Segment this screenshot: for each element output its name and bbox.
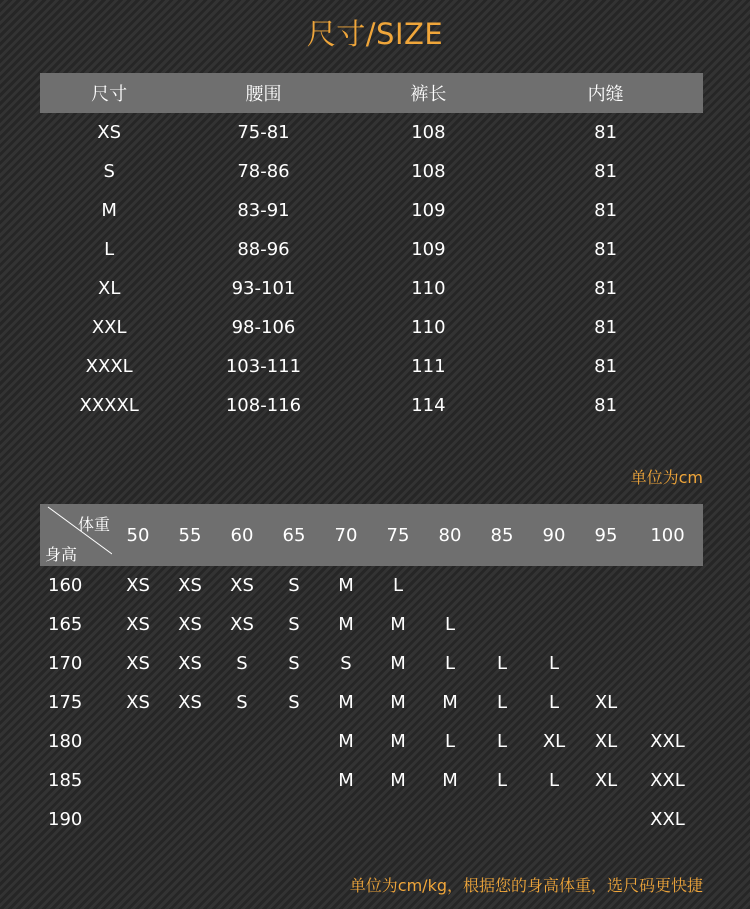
fit-size-cell xyxy=(268,800,320,839)
size-cell: L xyxy=(104,239,115,260)
fit-table-header-row xyxy=(40,504,703,566)
weight-header: 85 xyxy=(476,504,528,566)
fit-size-cell: XL xyxy=(594,731,618,752)
fit-size-cell: L xyxy=(496,653,508,674)
fit-size-cell: M xyxy=(442,770,458,791)
fit-size-cell: XS xyxy=(178,614,202,635)
fit-size-cell: S xyxy=(288,575,300,596)
size-cell: 81 xyxy=(594,200,618,221)
size-row xyxy=(40,269,703,308)
fit-size-cell xyxy=(476,566,528,605)
fit-size-cell xyxy=(580,566,632,605)
fit-size-cell xyxy=(112,761,164,800)
fit-size-cell: M xyxy=(338,731,354,752)
fit-size-cell: S xyxy=(340,653,352,674)
fit-size-cell: M xyxy=(338,770,354,791)
size-cell: 83-91 xyxy=(237,200,290,221)
fit-row xyxy=(40,800,703,839)
weight-header: 50 xyxy=(112,504,164,566)
fit-size-cell: L xyxy=(392,575,404,596)
header-waist: 腰围 xyxy=(178,73,348,113)
height-cell: 180 xyxy=(48,731,83,752)
fit-size-cell xyxy=(268,722,320,761)
fit-size-cell: XL xyxy=(594,770,618,791)
size-table-header-row xyxy=(40,73,703,113)
size-cell: 81 xyxy=(594,122,618,143)
size-cell: 88-96 xyxy=(237,239,290,260)
fit-size-cell xyxy=(112,722,164,761)
fit-size-cell: XL xyxy=(594,692,618,713)
size-cell: 114 xyxy=(411,395,446,416)
height-cell: 185 xyxy=(48,770,83,791)
fit-size-cell: M xyxy=(442,692,458,713)
size-cell: 78-86 xyxy=(237,161,290,182)
corner-height-label: 身高 xyxy=(45,545,78,564)
size-row xyxy=(40,113,703,152)
fit-size-cell: M xyxy=(390,692,406,713)
fit-size-cell: XS xyxy=(230,614,254,635)
page-title: 尺寸/SIZE xyxy=(306,17,444,51)
size-cell: 98-106 xyxy=(231,317,296,338)
fit-size-cell: XXL xyxy=(650,809,685,830)
fit-size-cell: XS xyxy=(126,614,150,635)
fit-size-cell xyxy=(580,644,632,683)
height-cell: 165 xyxy=(48,614,83,635)
fit-size-cell xyxy=(216,800,268,839)
size-cell: XL xyxy=(97,278,121,299)
fit-size-cell: XS xyxy=(178,575,202,596)
size-cell: 81 xyxy=(594,395,618,416)
fit-size-cell: M xyxy=(390,731,406,752)
fit-size-cell: L xyxy=(548,770,560,791)
size-row xyxy=(40,308,703,347)
size-cell: 108 xyxy=(411,161,446,182)
fit-size-cell: L xyxy=(548,692,560,713)
fit-size-cell: S xyxy=(288,614,300,635)
fit-size-cell xyxy=(112,800,164,839)
fit-size-cell: M xyxy=(338,575,354,596)
fit-row xyxy=(40,644,703,683)
size-cell: 81 xyxy=(594,356,618,377)
header-size: 尺寸 xyxy=(40,73,178,113)
size-cell: XXXL xyxy=(85,356,133,377)
corner-weight-label: 体重 xyxy=(78,515,111,534)
size-cell: 81 xyxy=(594,278,618,299)
fit-size-cell: M xyxy=(390,614,406,635)
fit-size-cell: XS xyxy=(126,692,150,713)
header-inseam: 内缝 xyxy=(508,73,703,113)
size-cell: S xyxy=(103,161,115,182)
fit-size-cell: XXL xyxy=(650,731,685,752)
size-cell: 81 xyxy=(594,239,618,260)
fit-size-cell: L xyxy=(496,731,508,752)
fit-size-cell xyxy=(164,722,216,761)
weight-header: 100 xyxy=(632,504,703,566)
fit-size-cell xyxy=(580,800,632,839)
fit-size-cell xyxy=(268,761,320,800)
weight-header: 70 xyxy=(320,504,372,566)
fit-size-cell: L xyxy=(496,692,508,713)
fit-row xyxy=(40,566,703,605)
fit-size-cell: M xyxy=(390,770,406,791)
fit-size-cell: L xyxy=(444,731,456,752)
fit-size-cell: XL xyxy=(542,731,566,752)
size-row xyxy=(40,386,703,425)
size-row xyxy=(40,230,703,269)
size-cell: 110 xyxy=(411,278,446,299)
fit-size-cell: S xyxy=(236,692,248,713)
size-cell: 108 xyxy=(411,122,446,143)
footer-note: 单位为cm/kg，根据您的身高体重，选尺码更快捷 xyxy=(349,876,703,895)
size-cell: XXL xyxy=(91,317,127,338)
fit-size-cell xyxy=(632,683,703,722)
fit-size-cell: L xyxy=(444,614,456,635)
size-row xyxy=(40,191,703,230)
fit-size-cell: XS xyxy=(126,653,150,674)
fit-size-cell: XS xyxy=(178,653,202,674)
weight-header: 75 xyxy=(372,504,424,566)
fit-size-cell: M xyxy=(338,692,354,713)
fit-size-cell: S xyxy=(288,692,300,713)
size-cell: 103-111 xyxy=(225,356,302,377)
size-cell: XXXXL xyxy=(79,395,139,416)
size-cell: M xyxy=(101,200,117,221)
fit-size-cell xyxy=(164,761,216,800)
fit-size-cell: L xyxy=(496,770,508,791)
weight-header: 80 xyxy=(424,504,476,566)
fit-size-cell xyxy=(424,800,476,839)
weight-header: 60 xyxy=(216,504,268,566)
fit-row xyxy=(40,683,703,722)
weight-header: 90 xyxy=(528,504,580,566)
fit-size-cell xyxy=(580,605,632,644)
fit-size-cell: M xyxy=(390,653,406,674)
fit-size-cell xyxy=(528,605,580,644)
fit-size-cell xyxy=(320,800,372,839)
fit-size-cell: M xyxy=(338,614,354,635)
weight-header: 55 xyxy=(164,504,216,566)
size-cell: 109 xyxy=(411,200,446,221)
fit-size-cell xyxy=(528,566,580,605)
fit-row xyxy=(40,722,703,761)
height-cell: 175 xyxy=(48,692,83,713)
size-table xyxy=(40,73,703,425)
fit-size-cell: S xyxy=(288,653,300,674)
fit-size-cell xyxy=(476,605,528,644)
fit-size-cell: L xyxy=(444,653,456,674)
fit-size-cell: L xyxy=(548,653,560,674)
size-cell: 81 xyxy=(594,317,618,338)
fit-table xyxy=(40,504,703,839)
fit-size-cell xyxy=(372,800,424,839)
fit-size-cell xyxy=(528,800,580,839)
fit-size-cell xyxy=(476,800,528,839)
height-cell: 170 xyxy=(48,653,83,674)
fit-size-cell: XS xyxy=(126,575,150,596)
fit-size-cell xyxy=(632,605,703,644)
fit-row xyxy=(40,761,703,800)
size-cell: XS xyxy=(97,122,122,143)
corner-cell xyxy=(40,504,112,566)
fit-size-cell: S xyxy=(236,653,248,674)
fit-size-cell xyxy=(632,566,703,605)
header-length: 裤长 xyxy=(349,73,509,113)
fit-size-cell: XS xyxy=(230,575,254,596)
weight-header: 65 xyxy=(268,504,320,566)
fit-size-cell xyxy=(632,644,703,683)
size-cell: 108-116 xyxy=(225,395,302,416)
size-row xyxy=(40,152,703,191)
size-cell: 81 xyxy=(594,161,618,182)
fit-size-cell: XXL xyxy=(650,770,685,791)
height-cell: 160 xyxy=(48,575,83,596)
height-cell: 190 xyxy=(48,809,83,830)
fit-size-cell xyxy=(424,566,476,605)
fit-size-cell xyxy=(216,761,268,800)
fit-size-cell xyxy=(216,722,268,761)
size-cell: 75-81 xyxy=(237,122,290,143)
size-cell: 111 xyxy=(411,356,446,377)
size-cell: 93-101 xyxy=(231,278,296,299)
unit-note: 单位为cm xyxy=(630,468,703,487)
size-row xyxy=(40,347,703,386)
size-cell: 109 xyxy=(411,239,446,260)
fit-size-cell xyxy=(164,800,216,839)
size-cell: 110 xyxy=(411,317,446,338)
fit-size-cell: XS xyxy=(178,692,202,713)
fit-row xyxy=(40,605,703,644)
weight-header: 95 xyxy=(580,504,632,566)
